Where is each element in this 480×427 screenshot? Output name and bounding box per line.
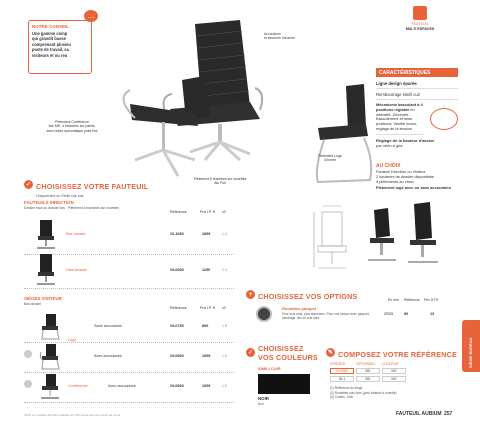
footer-left: Tarifs et modèles affichés valables au 10% dans tous les points de vente [24,413,121,417]
visitor-row [24,342,234,373]
caster-image [256,306,272,322]
visitor-row-ref: GL0750 [170,324,184,328]
visitor-row-price: 109€ [202,354,211,358]
visitor-row-extra: 1.8 [222,354,227,358]
section-options [246,286,357,304]
callout-luge: Piétement Luge Chromé [318,154,342,163]
footer-brand: FAUTEUIL AUBIUM [396,411,442,417]
direction-row [24,254,234,289]
visitor-row-ref: GL0800 [170,384,184,388]
visitor-col-qty: x3 [222,306,226,310]
direction-row-extra: 1.0 [222,232,227,236]
direction-row-price: 189€ [202,232,211,236]
section-choose [24,176,148,198]
compose-notes [330,386,397,400]
callout-conference: Piétement Conférence fixe MR, 4 branches sur patins, avec retour automatique point fixe [46,120,98,133]
compose-title: COMPOSEZ VOTRE RÉFÉRENCE [338,350,458,359]
direction-row-label: Bas dossier [66,232,86,236]
visitor-row-price: 109€ [202,384,211,388]
direction-title: FAUTEUILS DIRECTION [24,200,74,205]
chair-thumb [34,254,60,288]
checkmark-icon: ✓ [25,182,32,189]
options-col-a: En mm [388,298,399,302]
compose-cell: GL1 [330,376,354,382]
colors-title-1: CHOISISSEZ [258,344,304,353]
choice-item-1: Fauteuil Direction ou Visiteur [376,169,426,174]
chair-thumb [34,218,60,252]
char-item-1: Ligne design épurée [376,81,458,89]
visitor-row-variant: Sans accoudoirs [94,324,123,328]
brand-badge [400,6,440,50]
chat-bubble-icon: … [84,10,98,22]
compose-table [330,362,412,382]
swatch-name: NOIR [258,396,269,401]
direction-row-ref: GL0080 [170,268,184,272]
brand-label-2: MULTI ESPACES [405,27,435,31]
swatch-label: SIMILI CUIR [258,366,281,371]
compose-note: (3) Coloris : Noir [330,395,354,400]
visitor-nav-dot[interactable] [24,350,32,358]
tip-title: NOTRE CONSEIL [32,24,70,29]
chair-thumb [38,314,62,340]
direction-col-qty: x3 [222,210,226,214]
compose-cell: GL0080 [330,368,354,374]
compose-note: (1) Référence du siège [330,386,363,390]
compose-note: (2) Roulettes sols durs (pour fauteuil à roulette) [330,390,397,395]
visitor-row-variant: Avec accoudoirs [94,354,122,358]
tip-box [28,20,92,74]
checkmark-icon: ✓ [247,350,254,357]
colors-title-2: VOS COULEURS [258,353,318,362]
visitor-row-price: 89€ [202,324,209,328]
options-price: 90 [404,312,409,316]
visitor-row-extra: 1.8 [222,324,227,328]
char-item-2: Rembourrage simili cuir [376,92,458,100]
options-col-ref: Référence [404,298,420,302]
chair-thumb [38,374,62,400]
swatch-code: Noir [258,402,264,406]
direction-row-ref: GL1080 [170,232,184,236]
visitor-row-label: Conférence [68,384,88,388]
section-compose [326,344,457,362]
chair-thumb [38,344,62,370]
plus-icon: + [246,290,255,299]
callout-branches: Piétement 5 branches sur roulettes Alu Poli [193,177,247,186]
pencil-icon: ✎ [327,350,334,357]
section-choose-sub: Uniquement en Simili cuir noir [36,194,84,198]
direction-col-price: Prix HT € [200,210,215,214]
section-colors [246,344,258,362]
direction-row [24,216,234,255]
side-tab-label: SIÈGE BUREAU [468,337,473,368]
chair-conference-image [100,60,220,180]
compose-header: OPTIONNEL [356,362,376,366]
visitor-row [24,372,234,403]
compose-cell: BG [356,376,380,382]
visitor-title: SIÈGES VISITEUR [24,296,62,301]
section-choose-title: CHOISISSEZ VOTRE FAUTEUIL [36,182,149,191]
char-item-3: Mécanisme basculant à 4 positions réglable en intensité. Décentré, Basculement et mise positions, Ventilé inclus, réglage de la tension [376,103,424,135]
footer-page: 257 [444,411,453,417]
characteristics-title: CARACTÉRISTIQUES [376,68,458,77]
options-title: CHOISISSEZ VOS OPTIONS [258,292,358,301]
direction-row-label: Haut dossier [66,268,88,272]
options-qty: 13 [430,312,435,316]
choice-panel [376,163,458,190]
chair-luge-image [304,80,384,190]
visitor-col-price: Prix HT € [200,306,215,310]
choice-item-4: Piètement luge avec ou sans accoudoirs [376,184,452,190]
options-ref: ZR05 [384,312,394,316]
dimension-drawings [248,198,458,278]
side-tab[interactable] [462,320,480,372]
compose-header: DOSSIER [330,362,346,366]
callout-accoudoirs: Accoudoirs et structure chromés [264,32,295,41]
compose-cell: BG [356,368,380,374]
visitor-row-variant: Avec accoudoirs [108,384,136,388]
options-col-price: Prix HT € [424,298,439,302]
compose-cell: NO [382,368,406,374]
direction-row-price: 119€ [202,268,211,272]
choice-item-3: 3 piètements au choix [376,179,414,185]
visitor-row-extra: 1.8 [222,384,227,388]
direction-col-ref: Référence [170,210,187,214]
choice-title: AU CHOIX [376,163,401,169]
direction-subtitle: Dossier haut ou dossier bas · Piètement 5 branches sur roulettes [24,206,119,210]
compose-cell: NO [382,376,406,382]
options-item-title: Roulettes parquet [282,306,317,311]
visitor-col-ref: Référence [170,306,187,310]
char-item-4: Réglage de la hauteur d'assise par vérin à gaz [376,137,435,148]
visitor-subtitle: Bas dossier [24,302,42,306]
mechanism-icon [430,108,458,130]
tip-text: Une gamme comp qui grandit basse comprenant plusieu poste de travail, sa visiteurs et ou reu [32,31,71,58]
visitor-row-ref: GL0800 [170,354,184,358]
choice-item-2: 2 hauteurs de dossier disponibles [376,174,434,180]
compose-header: COULEUR [382,362,399,366]
brand-logo-icon [413,6,427,20]
color-swatch[interactable] [258,374,310,394]
visitor-group-label: Luge [68,338,77,342]
visitor-row [24,312,234,343]
visitor-nav-dot[interactable] [24,380,32,388]
direction-row-extra: 2.0 [222,268,227,272]
brand-label-1: FAUTEUIL [411,22,429,26]
options-item-text: Pour sols durs, plus silencieux. Pour vos locaux avec parquet, carrelage, lino et sols durs. [282,312,370,320]
